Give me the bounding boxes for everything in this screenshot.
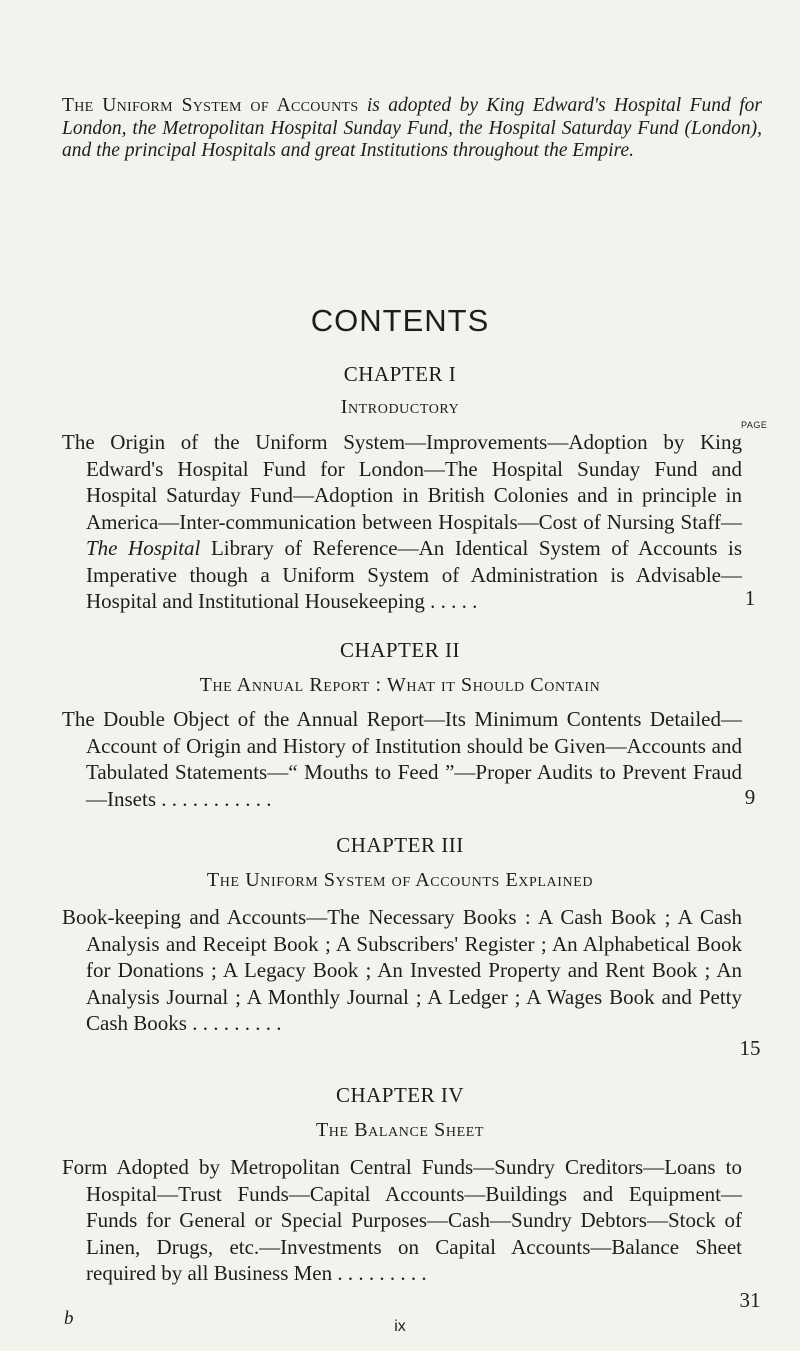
chapter-1-leader: . . . . . [424, 589, 478, 613]
chapter-4-leader: . . . . . . . . . [332, 1261, 427, 1285]
folio-number: ix [394, 1318, 406, 1335]
chapter-4-name: The Balance Sheet [315, 1119, 485, 1141]
intro-lead: The Uniform System of Accounts [62, 95, 359, 116]
chapter-1-name: Introductory [340, 396, 460, 418]
chapter-1-text-italic: The Hospital [86, 536, 201, 560]
chapter-2-summary [62, 706, 742, 812]
signature-mark: b [64, 1308, 74, 1329]
chapter-1-label: CHAPTER I [343, 362, 457, 386]
chapter-4-label: CHAPTER IV [335, 1083, 465, 1107]
chapter-4-page-number: 31 [739, 1288, 761, 1312]
chapter-3-label: CHAPTER III [336, 833, 464, 857]
chapter-2-label: CHAPTER II [340, 638, 460, 662]
chapter-3-leader: . . . . . . . . . [186, 1011, 282, 1035]
chapter-4-summary [62, 1154, 742, 1287]
chapter-2-name: The Annual Report : What it Should Contain [199, 674, 601, 696]
chapter-1-text-before: The Origin of the Uniform System—Improvements—Adoption by King Edward's Hospital Fund for London—The Hospital Sunday Fund and Hospital Saturday Fund—Adoption in British Colonies and in principle in America—Inter-communication between Hospitals—Cost of Nursing Staff— [62, 430, 742, 534]
chapter-2-page-number: 9 [744, 785, 756, 809]
contents-title: CONTENTS [310, 303, 490, 338]
chapter-1-page-number: 1 [744, 586, 756, 610]
chapter-3-summary [62, 904, 742, 1037]
chapter-3-name: The Uniform System of Accounts Explained [206, 869, 594, 891]
page-column-heading: PAGE [741, 420, 768, 430]
chapter-1-summary [62, 429, 742, 615]
intro-rest: is adopted by King Edward's Hospital Fund for London, the Metropolitan Hospital Sunday Fund, the Hospital Saturday Fund (London), and the principal Hospitals and great Institutions throughout the Empire. [62, 95, 762, 161]
chapter-2-text: The Double Object of the Annual Report—Its Minimum Contents Detailed—Account of Origin and History of Institution should be Given—Accounts and Tabulated Statements—“ Mouths to Feed ”—Proper Audits to Prevent Fraud—Insets [62, 707, 742, 811]
chapter-3-text: Book-keeping and Accounts—The Necessary Books : A Cash Book ; A Cash Analysis and Receipt Book ; A Subscribers' Register ; An Alphabetical Book for Donations ; A Legacy Book ; An Invested Property and Rent Book ; An Analysis Journal ; A Monthly Journal ; A Ledger ; A Wages Book and Petty Cash Books [62, 905, 742, 1035]
intro-statement [62, 95, 762, 163]
chapter-2-leader: . . . . . . . . . . . [156, 786, 272, 811]
chapter-3-page-number: 15 [739, 1036, 761, 1060]
chapter-1-text-after: Library of Reference—An Identical System of Accounts is Imperative though a Uniform System of Administration is Advisable—Hospital and Institutional Housekeeping [86, 536, 743, 613]
chapter-4-text: Form Adopted by Metropolitan Central Funds—Sundry Creditors—Loans to Hospital—Trust Funds—Capital Accounts—Buildings and Equipment—Funds for General or Special Purposes—Cash—Sundry Debtors—Stock of Linen, Drugs, etc.—Investments on Capital Accounts—Balance Sheet required by all Business Men [62, 1155, 742, 1285]
